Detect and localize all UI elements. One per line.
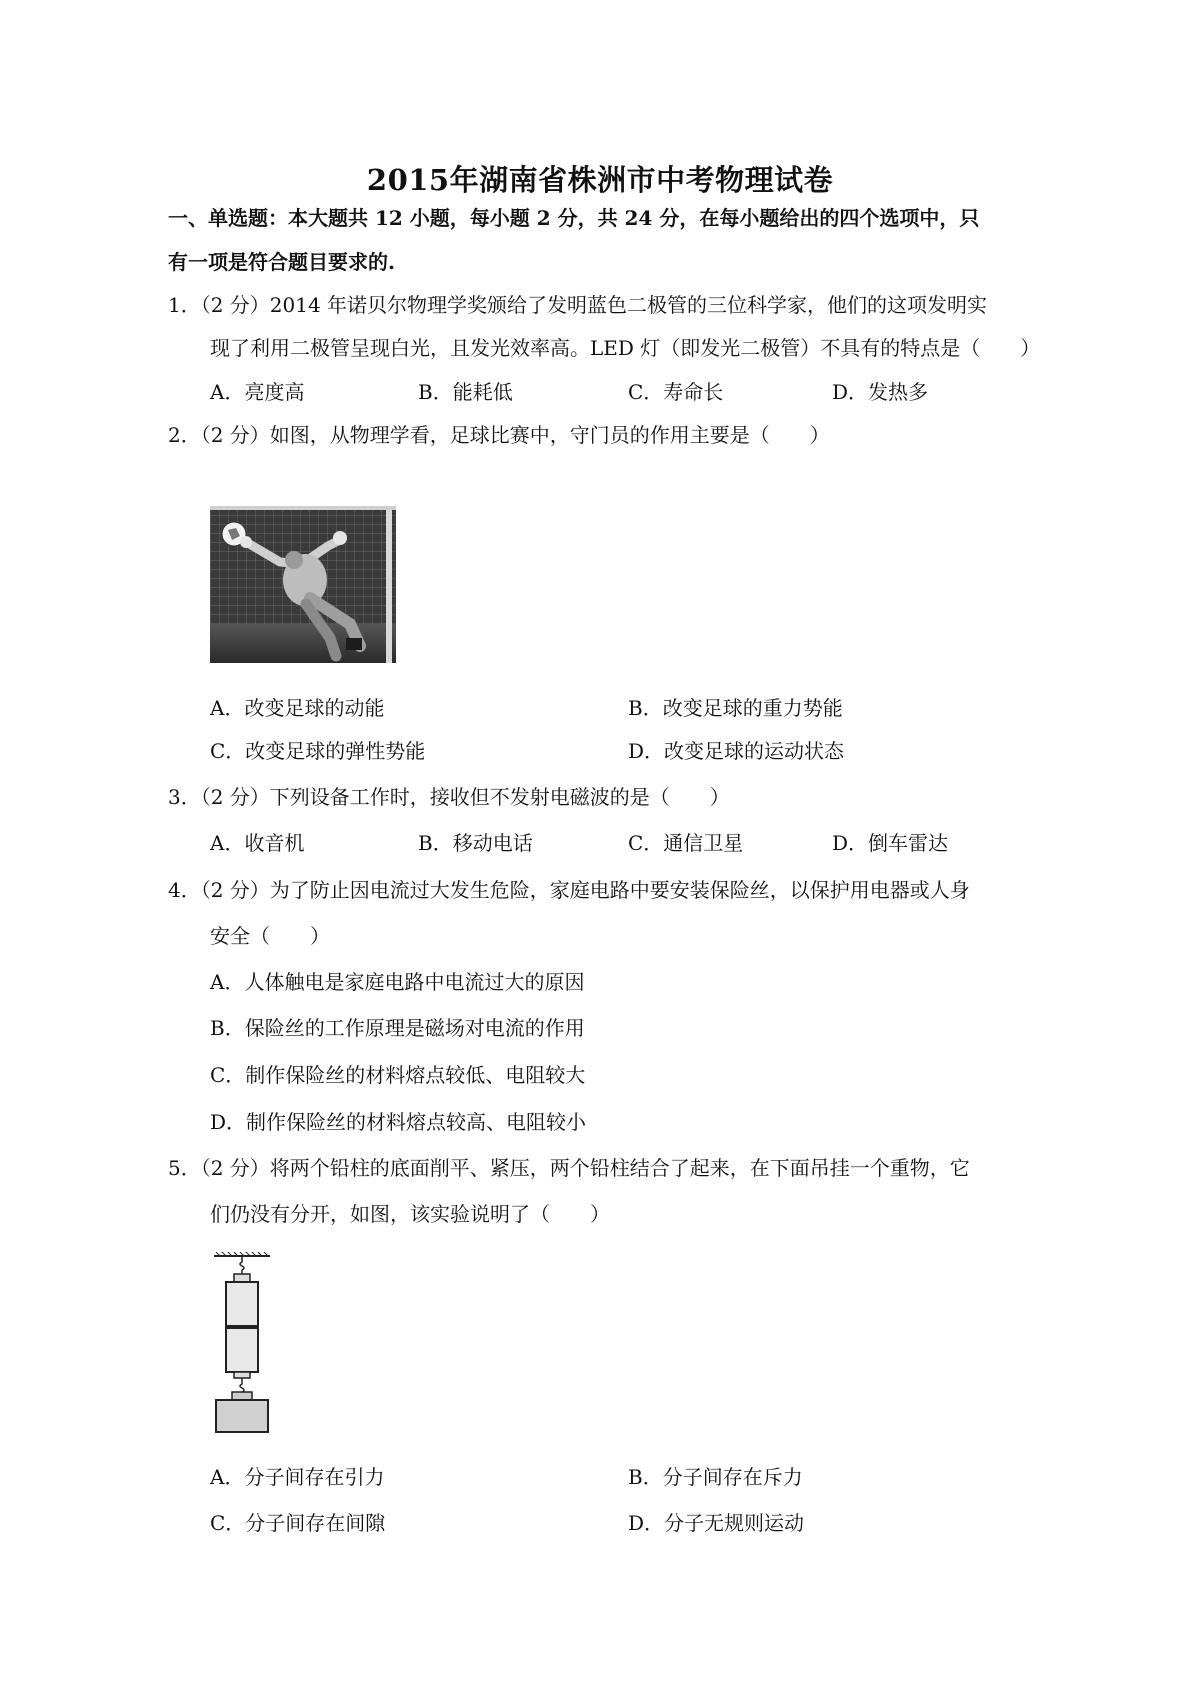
goalkeeper-photo	[210, 506, 396, 663]
question-4-stem: 4．（2 分）为了防止因电流过大发生危险，家庭电路中要安装保险丝，以保护用电器或人身	[168, 878, 970, 902]
question-4-option-a: A．人体触电是家庭电路中电流过大的原因	[210, 970, 585, 994]
question-1-option-a: A．亮度高	[210, 380, 305, 404]
question-4-option-c: C．制作保险丝的材料熔点较低、电阻较大	[210, 1063, 586, 1087]
question-1-option-d: D．发热多	[832, 380, 929, 404]
question-3-option-a: A．收音机	[210, 831, 305, 855]
question-3-option-d: D．倒车雷达	[832, 831, 949, 855]
question-2-option-d: D．改变足球的运动状态	[628, 739, 845, 763]
question-3-option-c: C．通信卫星	[628, 831, 744, 855]
section-header-line1: 一、单选题：本大题共 12 小题，每小题 2 分，共 24 分，在每小题给出的四个选项中，只	[168, 206, 980, 230]
question-5-option-b: B．分子间存在斥力	[628, 1465, 803, 1489]
question-1-stem: 1．（2 分）2014 年诺贝尔物理学奖颁给了发明蓝色二极管的三位科学家，他们的这项发明实	[168, 293, 988, 317]
question-2-option-a: A．改变足球的动能	[210, 696, 385, 720]
question-2-stem: 2．（2 分）如图，从物理学看，足球比赛中，守门员的作用主要是（ ）	[168, 423, 830, 447]
question-4-option-b: B．保险丝的工作原理是磁场对电流的作用	[210, 1016, 585, 1040]
lead-cylinders-figure	[212, 1252, 274, 1434]
question-5-stem-cont: 们仍没有分开，如图，该实验说明了（ ）	[210, 1202, 610, 1226]
question-1-option-b: B．能耗低	[418, 380, 513, 404]
section-header-line2: 有一项是符合题目要求的.	[168, 250, 395, 274]
question-2-option-b: B．改变足球的重力势能	[628, 696, 843, 720]
question-1-stem-cont: 现了利用二极管呈现白光，且发光效率高。LED 灯（即发光二极管）不具有的特点是（ ）	[210, 336, 1041, 360]
question-2-option-c: C．改变足球的弹性势能	[210, 739, 426, 763]
question-3-option-b: B．移动电话	[418, 831, 533, 855]
question-4-option-d: D．制作保险丝的材料熔点较高、电阻较小	[210, 1110, 587, 1134]
question-4-stem-cont: 安全（ ）	[210, 924, 330, 948]
question-5-option-c: C．分子间存在间隙	[210, 1511, 386, 1535]
question-3-stem: 3．（2 分）下列设备工作时，接收但不发射电磁波的是（ ）	[168, 785, 730, 809]
question-1-option-c: C．寿命长	[628, 380, 724, 404]
question-5-stem: 5．（2 分）将两个铅柱的底面削平、紧压，两个铅柱结合了起来，在下面吊挂一个重物，它	[168, 1156, 970, 1180]
question-5-option-d: D．分子无规则运动	[628, 1511, 805, 1535]
page-title: 2015年湖南省株洲市中考物理试卷	[366, 163, 834, 197]
question-5-option-a: A．分子间存在引力	[210, 1465, 385, 1489]
